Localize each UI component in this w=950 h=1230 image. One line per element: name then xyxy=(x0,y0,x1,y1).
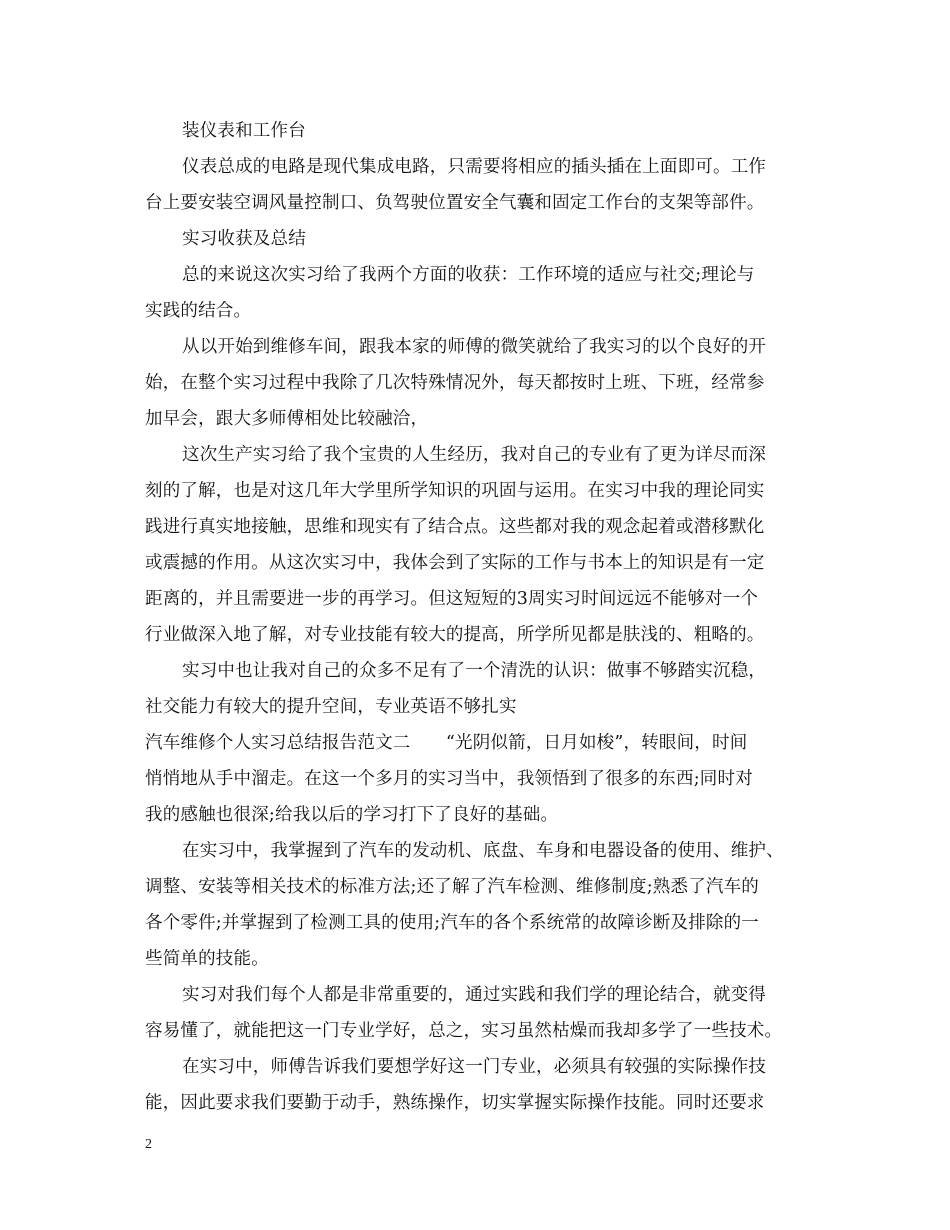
text-line: 我的感触也很深;给我以后的学习打下了良好的基础。 xyxy=(145,805,559,825)
text-line: 实习中也让我对自己的众多不足有了一个清洗的认识：做事不够踏实沉稳， xyxy=(182,661,767,681)
text-line: 从以开始到维修车间，跟我本家的师傅的微笑就给了我实习的以个良好的开 xyxy=(182,337,767,357)
text-line: 在实习中，我掌握到了汽车的发动机、底盘、车身和电器设备的使用、维护、 xyxy=(182,841,784,861)
text-line: 始，在整个实习过程中我除了几次特殊情况外，每天都按时上班、下班，经常参 xyxy=(145,373,765,393)
text-line: 在实习中，师傅告诉我们要想学好这一门专业，必须具有较强的实际操作技 xyxy=(182,1057,767,1077)
text-line: 行业做深入地了解，对专业技能有较大的提高，所学所见都是肤浅的、粗略的。 xyxy=(145,625,765,645)
text-line: 仪表总成的电路是现代集成电路，只需要将相应的插头插在上面即可。工作 xyxy=(182,157,767,177)
page-number: 2 xyxy=(145,1137,152,1152)
text-line: 实习收获及总结 xyxy=(182,229,306,249)
text-line: 加早会，跟大多师傅相处比较融洽， xyxy=(145,409,429,429)
text-line: 践进行真实地接触，思维和现实有了结合点。这些都对我的观念起着或潜移默化 xyxy=(145,517,765,537)
text-line: 社交能力有较大的提升空间，专业英语不够扎实 xyxy=(145,697,517,717)
text-line: 容易懂了，就能把这一门专业学好，总之，实习虽然枯燥而我却多学了一些技术。 xyxy=(145,1021,783,1041)
text-line: 台上要安装空调风量控制口、负驾驶位置安全气囊和固定工作台的支架等部件。 xyxy=(145,193,765,213)
text-line: 悄悄地从手中溜走。在这一个多月的实习当中，我领悟到了很多的东西;同时对 xyxy=(145,769,753,789)
text-line: 些简单的技能。 xyxy=(145,949,269,969)
text-line: 这次生产实习给了我个宝贵的人生经历，我对自己的专业有了更为详尽而深 xyxy=(182,445,767,465)
text-line: 汽车维修个人实习总结报告范文二 “光阴似箭，日月如梭”，转眼间，时间 xyxy=(145,733,748,753)
text-line: 距离的，并且需要进一步的再学习。但这短短的3周实习时间远远不能够对一个 xyxy=(145,589,759,609)
text-line: 能，因此要求我们要勤于动手，熟练操作，切实掌握实际操作技能。同时还要求 xyxy=(145,1093,765,1113)
text-line: 或震撼的作用。从这次实习中，我体会到了实际的工作与书本上的知识是有一定 xyxy=(145,553,765,573)
text-line: 调整、安装等相关技术的标准方法;还了解了汽车检测、维修制度;熟悉了汽车的 xyxy=(145,877,759,897)
text-line: 各个零件;并掌握到了检测工具的使用;汽车的各个系统常的故障诊断及排除的一 xyxy=(145,913,759,933)
text-line: 实习对我们每个人都是非常重要的，通过实践和我们学的理论结合，就变得 xyxy=(182,985,767,1005)
text-line: 总的来说这次实习给了我两个方面的收获：工作环境的适应与社交;理论与 xyxy=(182,265,755,285)
text-line: 刻的了解，也是对这几年大学里所学知识的巩固与运用。在实习中我的理论同实 xyxy=(145,481,765,501)
text-line: 实践的结合。 xyxy=(145,301,252,321)
text-line: 装仪表和工作台 xyxy=(182,121,306,141)
